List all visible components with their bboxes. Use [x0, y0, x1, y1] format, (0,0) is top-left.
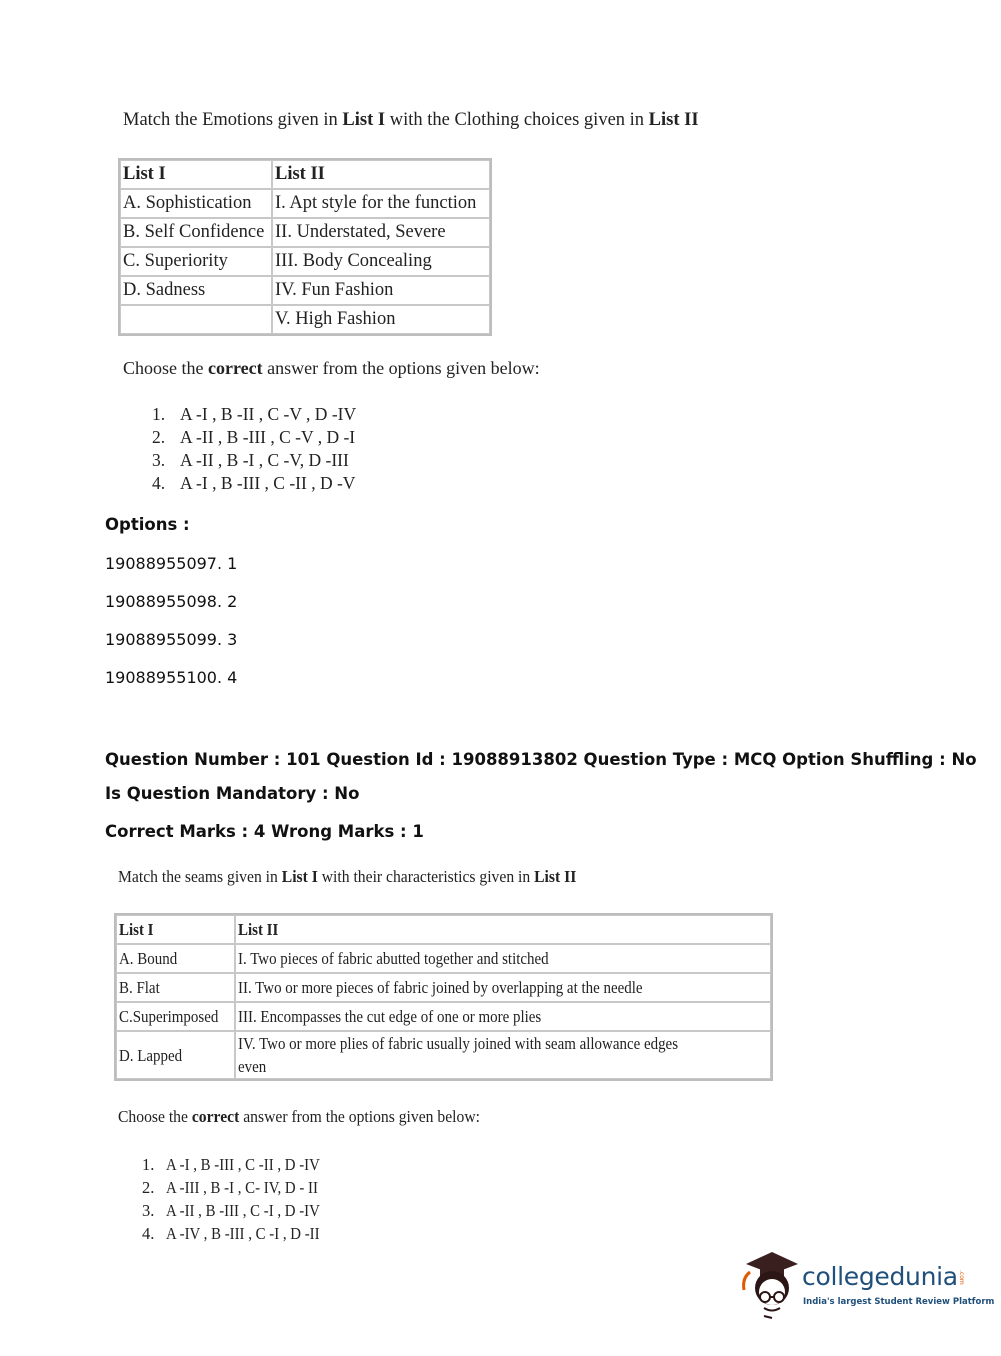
answer-text: A -I , B -III , C -II , D -IV: [166, 1155, 320, 1174]
answer-num: 3.: [142, 1201, 155, 1220]
table-cell: C.Superimposed: [116, 1002, 235, 1031]
table-row: [120, 247, 490, 276]
table-cell: [120, 305, 272, 334]
answer-num: 2.: [142, 1178, 155, 1197]
table-cell: III. Encompasses the cut edge of one or more plies: [235, 1002, 771, 1031]
choose-text-post: answer from the options given below:: [239, 1107, 480, 1126]
list-item: [142, 1199, 337, 1222]
q1-intro: [123, 110, 699, 131]
table-cell: V. High Fashion: [272, 305, 490, 334]
choose-text: Choose the: [123, 358, 208, 378]
table-header-list1: List I: [116, 915, 235, 944]
table-cell: A. Sophistication: [120, 189, 272, 218]
list-item: [142, 1153, 337, 1176]
table-cell: IV. Two or more plies of fabric usually joined with seam allowance edges even: [235, 1031, 771, 1079]
answer-text: A -II , B -III , C -I , D -IV: [166, 1201, 320, 1220]
table-cell: D. Lapped: [116, 1031, 235, 1079]
list-item: [142, 1222, 337, 1245]
table-header-row: [116, 915, 771, 944]
list-item: [152, 449, 356, 472]
answer-text: A -I , B -II , C -V , D -IV: [180, 404, 357, 424]
table-cell: III. Body Concealing: [272, 247, 490, 276]
option-id-3: 19088955099. 3: [105, 630, 238, 649]
table-row: [116, 1031, 771, 1079]
table-cell: I. Two pieces of fabric abutted together and stitched: [235, 944, 771, 973]
choose-text: Choose the: [118, 1107, 192, 1126]
q2-intro-text: Match the seams given in: [118, 867, 282, 886]
logo-wordmark: collegedunia: [802, 1262, 958, 1291]
options-label: Options :: [105, 515, 190, 534]
q2-intro-list1: List I: [281, 867, 318, 886]
question-meta: Question Number : 101 Question Id : 19088913802 Question Type : MCQ Option Shuffling : No: [105, 750, 977, 769]
table-cell: B. Flat: [116, 973, 235, 1002]
table-header-list2: List II: [272, 160, 490, 189]
answer-num: 4.: [152, 473, 166, 493]
option-id-1: 19088955097. 1: [105, 554, 238, 573]
table-cell: I. Apt style for the function: [272, 189, 490, 218]
choose-text-post: answer from the options given below:: [262, 358, 540, 378]
option-id-2: 19088955098. 2: [105, 592, 238, 611]
choose-bold: correct: [208, 358, 263, 378]
q1-match-table: [118, 158, 492, 336]
table-cell: D. Sadness: [120, 276, 272, 305]
q1-choose-instruction: [123, 358, 540, 379]
q2-answer-list: [142, 1153, 337, 1245]
table-cell: II. Two or more pieces of fabric joined by overlapping at the needle: [235, 973, 771, 1002]
q1-intro-list1: List I: [342, 110, 386, 130]
q1-answer-list: [152, 403, 356, 495]
logo-suffix: .com: [958, 1270, 965, 1285]
question-mandatory: Is Question Mandatory : No: [105, 784, 360, 803]
answer-num: 1.: [152, 404, 166, 424]
table-row: [120, 189, 490, 218]
table-cell: A. Bound: [116, 944, 235, 973]
answer-num: 3.: [152, 450, 166, 470]
q2-match-table: [114, 913, 773, 1081]
answer-text: A -III , B -I , C- IV, D - II: [166, 1178, 318, 1197]
option-id-4: 19088955100. 4: [105, 668, 238, 687]
table-row: [116, 944, 771, 973]
list-item: [142, 1176, 337, 1199]
choose-bold: correct: [191, 1107, 240, 1126]
answer-num: 4.: [142, 1224, 155, 1243]
table-cell: B. Self Confidence: [120, 218, 272, 247]
answer-num: 2.: [152, 427, 166, 447]
q2-intro-text-mid: with their characteristics given in: [317, 867, 535, 886]
q2-choose-instruction: [118, 1107, 480, 1127]
logo-tagline: India's largest Student Review Platform: [803, 1297, 995, 1307]
q1-intro-text-mid: with the Clothing choices given in: [385, 110, 649, 130]
q2-intro-list2: List II: [534, 867, 577, 886]
table-row: [116, 1002, 771, 1031]
table-row: [120, 305, 490, 334]
table-header-row: [120, 160, 490, 189]
list-item: [152, 426, 356, 449]
table-cell: II. Understated, Severe: [272, 218, 490, 247]
table-header-list1: List I: [120, 160, 272, 189]
question-marks: Correct Marks : 4 Wrong Marks : 1: [105, 822, 424, 841]
answer-text: A -I , B -III , C -II , D -V: [180, 473, 356, 493]
list-item: [152, 403, 356, 426]
answer-text: A -IV , B -III , C -I , D -II: [166, 1224, 320, 1243]
answer-text: A -II , B -I , C -V, D -III: [180, 450, 349, 470]
table-row: [120, 276, 490, 305]
q1-intro-list2: List II: [648, 110, 699, 130]
table-row: [120, 218, 490, 247]
table-row: [116, 973, 771, 1002]
table-cell: IV. Fun Fashion: [272, 276, 490, 305]
table-header-list2: List II: [235, 915, 771, 944]
q2-intro: [118, 867, 576, 887]
table-cell: C. Superiority: [120, 247, 272, 276]
answer-text: A -II , B -III , C -V , D -I: [180, 427, 356, 447]
answer-num: 1.: [142, 1155, 155, 1174]
list-item: [152, 472, 356, 495]
q1-intro-text: Match the Emotions given in: [123, 110, 343, 130]
